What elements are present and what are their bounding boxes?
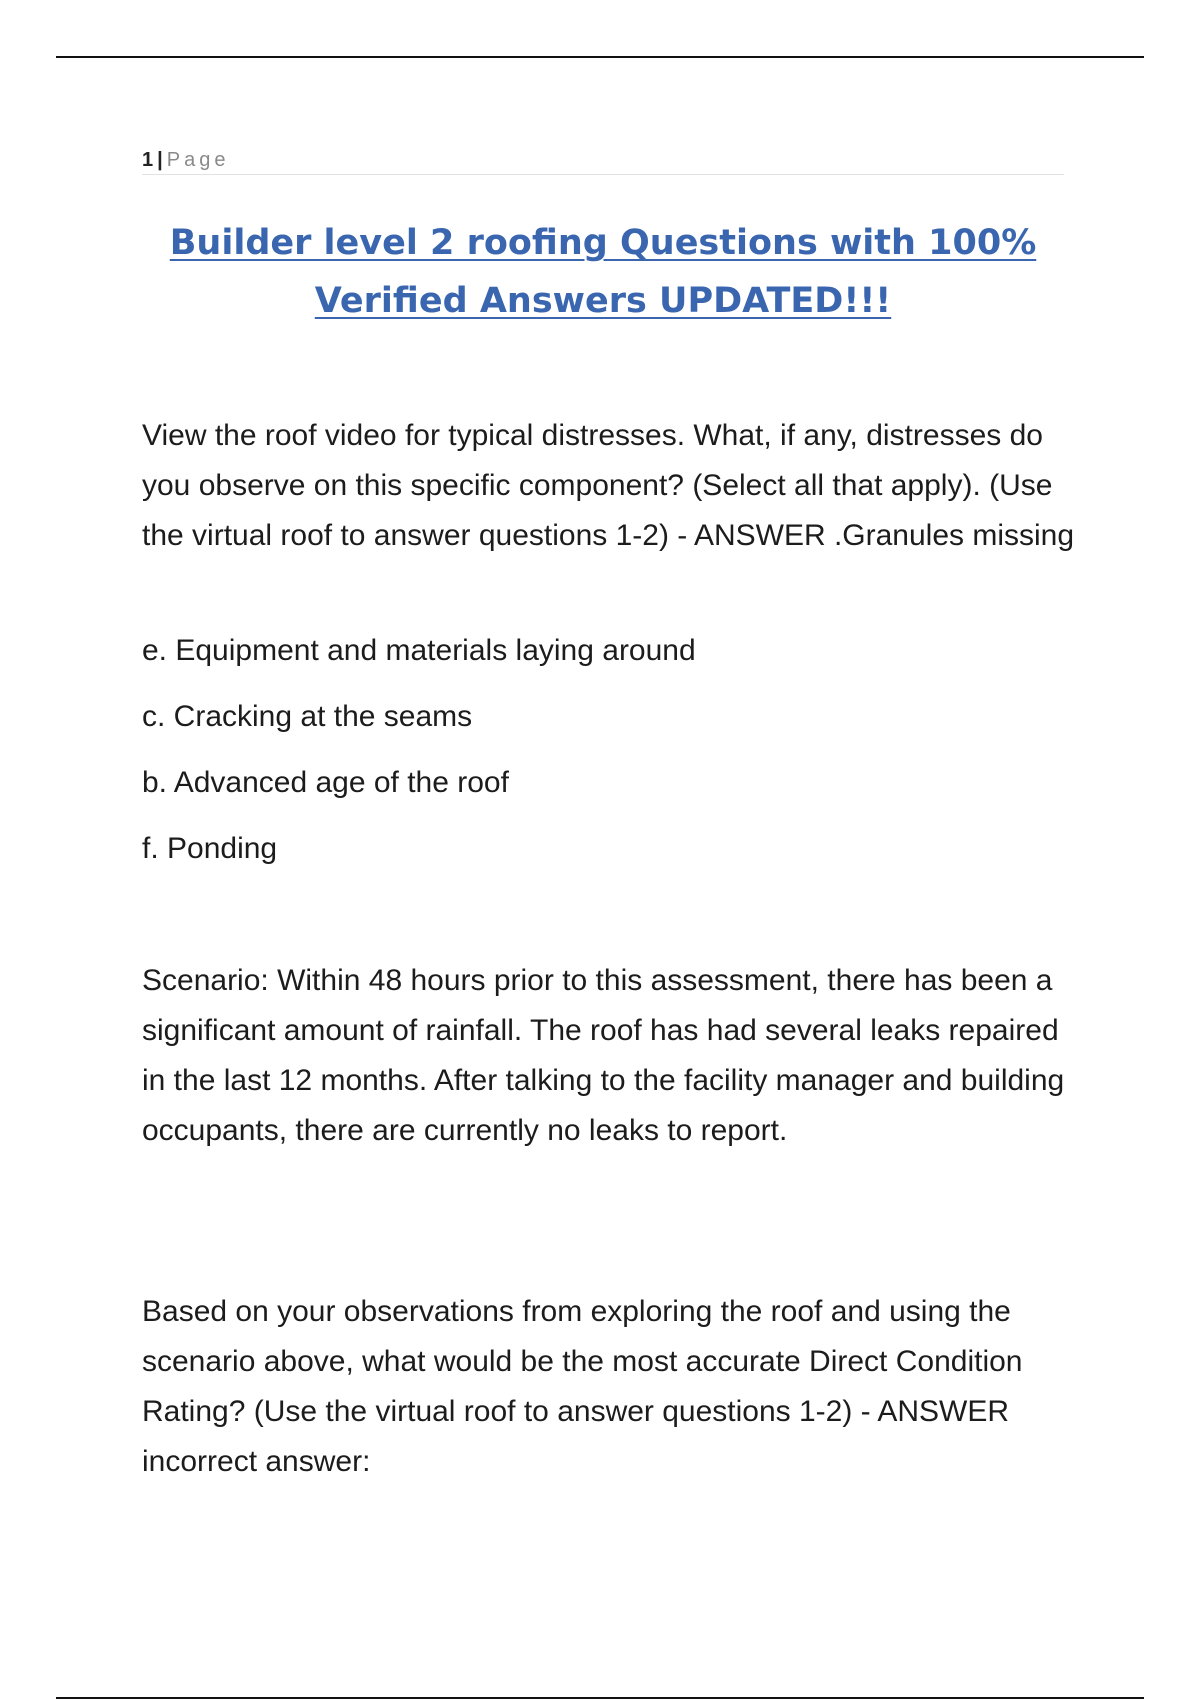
page-label: Page bbox=[166, 149, 230, 171]
page-header bbox=[142, 146, 1064, 175]
top-rule bbox=[56, 56, 1144, 58]
question-1-text: View the roof video for typical distresses. What, if any, distresses do you observe on this specific component? (Select all that apply). (Use the virtual roof to answer questions 1-2) - ANSWER .Granules missing bbox=[142, 419, 1075, 552]
title-line-2: Verified Answers UPDATED!!! bbox=[314, 281, 892, 321]
scenario bbox=[142, 956, 1082, 1156]
title-line-1: Builder level 2 roofing Questions with 100% bbox=[169, 223, 1037, 263]
page-separator: | bbox=[157, 149, 163, 171]
document-title bbox=[142, 214, 1064, 330]
answer-option: b. Advanced age of the roof bbox=[142, 766, 509, 799]
answer-option: c. Cracking at the seams bbox=[142, 700, 473, 733]
question-1 bbox=[142, 411, 1082, 561]
question-2-text: Based on your observations from exploring the roof and using the scenario above, what would be the most accurate Direct Condition Rating? (Use the virtual roof to answer questions 1-2) - ANSWER incorrect answer: bbox=[142, 1295, 1023, 1478]
question-2 bbox=[142, 1287, 1082, 1487]
page-number: 1 bbox=[142, 149, 154, 171]
answer-options bbox=[142, 626, 1082, 890]
bottom-rule bbox=[56, 1697, 1144, 1699]
answer-option: f. Ponding bbox=[142, 832, 278, 865]
answer-option: e. Equipment and materials laying around bbox=[142, 634, 696, 667]
scenario-text: Scenario: Within 48 hours prior to this assessment, there has been a significant amount of rainfall. The roof has had several leaks repaired in the last 12 months. After talking to the facility manager and building occupants, there are currently no leaks to report. bbox=[142, 964, 1065, 1147]
